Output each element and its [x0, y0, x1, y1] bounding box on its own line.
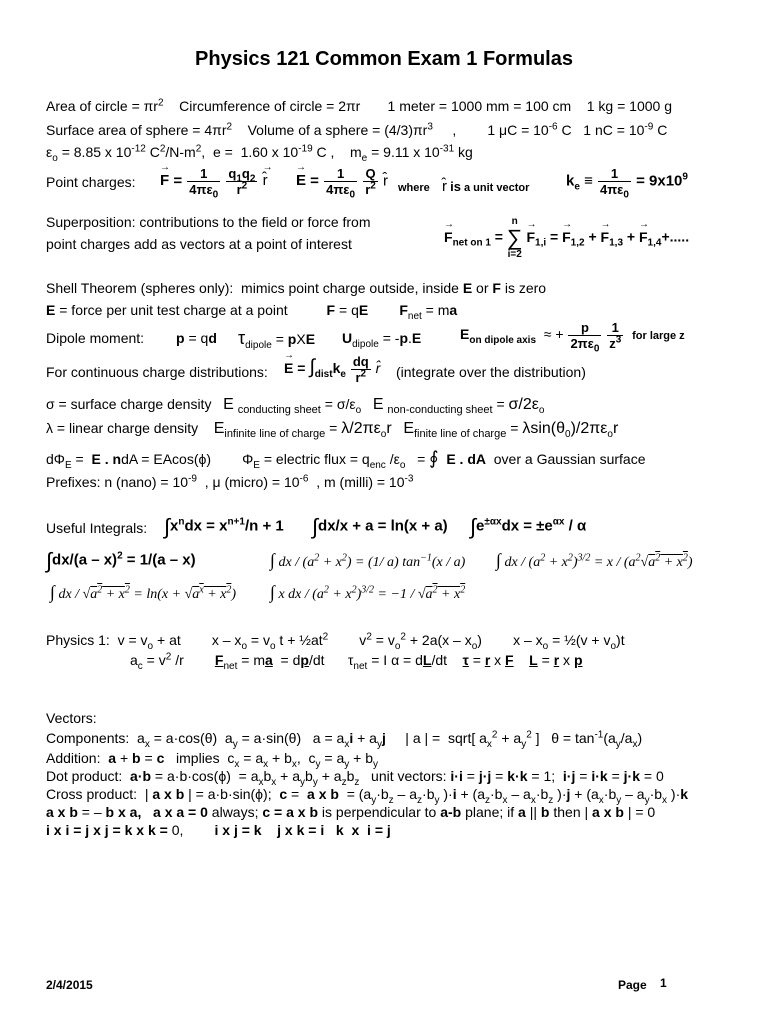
superposition-formula: → $F_{net on 1}$ = n ∑ i=2 → $F_{1,i}$ = → $F_{1,2}$ + → $F_{1,3}$ + → $F_{1,4}+$..... [444, 216, 689, 260]
linear-charge-line: λ = linear charge density $E_{infinite line of charge} = \lambda/2\pi\varepsilon_or$ $E_{finite line of charge} = \lambda\sin(\theta_0)/2\pi\varepsilon_or$ [46, 420, 619, 441]
useful-integrals-label: Useful Integrals: [46, 520, 148, 536]
continuous-note: (integrate over the distribution) [396, 364, 586, 380]
constants-line: $\varepsilon_o = 8.85$ x $10^{-12}$ $C^2/N-m^2$, e = 1.60 x $10^{-19}$ C , $m_e = 9.11$ x $10^{-31}$ kg [46, 143, 473, 164]
dipole-axis-field-formula: $E_{on dipole axis}$ ≈ + $\frac{p}{2\pi\varepsilon_0}$ $\frac{1}{z^3}$ for large z [460, 320, 685, 355]
cross-product-line: Cross product: | a x b | = a·b·sin(ϕ); c = a x $b = (a_y\cdot b_z - a_z\cdot b_y$ )$\cdot i + (a_z\cdot b_x - a_x\cdot b_z$ )$\cdot j + (a_x\cdot b_y - a_y\cdot b_x$ )·k [46, 786, 689, 806]
integral-inverse-square: ∫dx/(a – x)$^2$ = 1/(a – x) [46, 548, 196, 573]
surface-charge-line: σ = surface charge density E $_{conducting sheet} = \sigma/\varepsilon_o$ E $_{non-conducting sheet} = \sigma/2\varepsilon_o$ [46, 396, 545, 417]
unit-cross-products-line: i x i = j x j = k x k = 0, i x j = k j x k = i k x i = j [46, 822, 391, 838]
integral-arctan: ∫ dx / $(a^2 + x^2) = (1/$ a) $\tan^{-1}(x / a)$ [270, 550, 466, 570]
shell-theorem-line: Shell Theorem (spheres only): mimics point charge outside, inside E or F is zero [46, 280, 547, 296]
integral-three-halves: ∫ dx / $(a^2 + x^2)^{3/2} = x / (a^2√a^2 + x^2)$ [496, 550, 693, 570]
vectors-label: Vectors: [46, 710, 97, 726]
point-charges-label: Point charges: [46, 174, 136, 190]
integral-log: ∫dx/x + a = ln(x + a) [312, 514, 448, 539]
integral-exp: $\int e^{\pm\alpha x}dx = \pm e^{\alpha x} / \alpha$ [470, 514, 587, 539]
where-text: where [398, 182, 430, 194]
dipole-energy-formula: $U_{dipole} = -p.E$ [342, 330, 422, 350]
superposition-text-2: point charges add as vectors at a point of interest [46, 236, 352, 252]
continuous-label: For continuous charge distributions: [46, 364, 268, 380]
integral-asinh: ∫ dx / $√a^2 + x^2 = \ln(x + √a^x + x^2)$ [50, 582, 237, 602]
prefix-line: Prefixes: n (nano) = $10^{-9}$ , μ (micro) = $10^{-6}$ , m (milli) = $10^{-3}$ [46, 473, 414, 490]
vector-components-line: Components: $a_x = a\cdot\cos(\theta) a_y = a\cdot\sin(\theta) a = a_xi + a_yj$ | a | = sqrt[ $a_x^2 + a_y^2$ ] $\theta = \tan^{-1}(a_y/a_x)$ [46, 729, 643, 750]
dipole-moment-formula: p = qd [176, 330, 217, 346]
dot-product-line: Dot product: $a\cdot b = a\cdot b\cdot\cos(\phi) = a_xb_x + a_yb_y + a_zb_z$ unit vectors: i·i = j·j = k·k = 1; i·j = i·k = j·k = 0 [46, 768, 664, 788]
coulomb-force-formula: → F = $\frac{1}{4\pi\varepsilon_0}$ $\frac{q_1q_2}{r^2}$ → r̂ [160, 166, 268, 197]
footer-page-number: 1 [660, 976, 667, 990]
field-definition-line: E = force per unit test charge at a point F = qE $F_{net}$ = ma [46, 302, 458, 322]
flux-line: $d\Phi_E = E$ . ndA = EAcos(ϕ) $\Phi_E$ = electric flux = $q_{enc}$ $/\varepsilon_o$ = ∮ E . dA over a Gaussian surface [46, 448, 646, 471]
unit-vector-note: where r̂ is a unit vector [398, 178, 530, 195]
cross-product-properties-line: a x b = – b x a, a x a = 0 always; c = a x b is perpendicular to a-b plane; if a || b then | a x b | = 0 [46, 804, 656, 820]
sphere-line: Surface area of sphere = $4\pi r^2$ Volume of a sphere = $(4/3)\pi r^3$ , 1 $\mu C = 10^{-6}$ C 1 nC = $10^{-9}$ C [46, 121, 668, 138]
coulomb-constant-formula: $k_e$ ≡ $\frac{1}{4\pi\varepsilon_0}$ = $9x10^9$ [566, 166, 688, 201]
footer-page-label: Page [618, 978, 647, 992]
coulomb-field-formula: → E = $\frac{1}{4\pi\varepsilon_0}$ $\frac{Q}{r^2}$ r̂ [296, 166, 388, 197]
physics1-dynamics-line: $a_c = v^2$ /r $F_{net}$ = ma = dp/dt $\tau_{net} = I$ α = dL/dt τ = r x F L = r x p [130, 651, 583, 672]
physics1-kinematics-line: Physics 1: $v = v_o$ + at $x - x_o = v_o$ $t + \frac{1}{2}at^2$ $v^2 = v_o^2 + 2a(x - x_o)$ x – $x_o$ = ½(v + $v_o)t$ [46, 631, 625, 652]
integral-x-three-halves: ∫ x dx / $(a^2 + x^2)^{3/2} = -1 / √a^2 + x^2$ [270, 582, 466, 602]
superposition-text-1: Superposition: contributions to the field or force from [46, 214, 371, 230]
page-title: Physics 121 Common Exam 1 Formulas [195, 48, 573, 70]
area-circumference-line: Area of circle = $\pi r^2$ Circumference of circle = 2πr 1 meter = 1000 mm = 100 cm 1 kg = 1000 g [46, 97, 672, 114]
dipole-label: Dipole moment: [46, 330, 145, 346]
continuous-formula: → $E = \int_{dist}k_e$ $\frac{dq}{r^2}$ r̂ [284, 354, 380, 385]
point-charges-line [46, 174, 136, 190]
vector-addition-line: Addition: a + b = c implies $c_x = a_x + b_x$, $c_y = a_y + b_y$ [46, 750, 379, 770]
dipole-line [46, 330, 144, 346]
dipole-torque-formula: $\tau_{dipole}$ = pXE [238, 328, 316, 351]
integral-power: $\int x^ndx = x^{n+1}/n + 1$ [164, 514, 284, 539]
footer-date: 2/4/2015 [46, 978, 93, 992]
